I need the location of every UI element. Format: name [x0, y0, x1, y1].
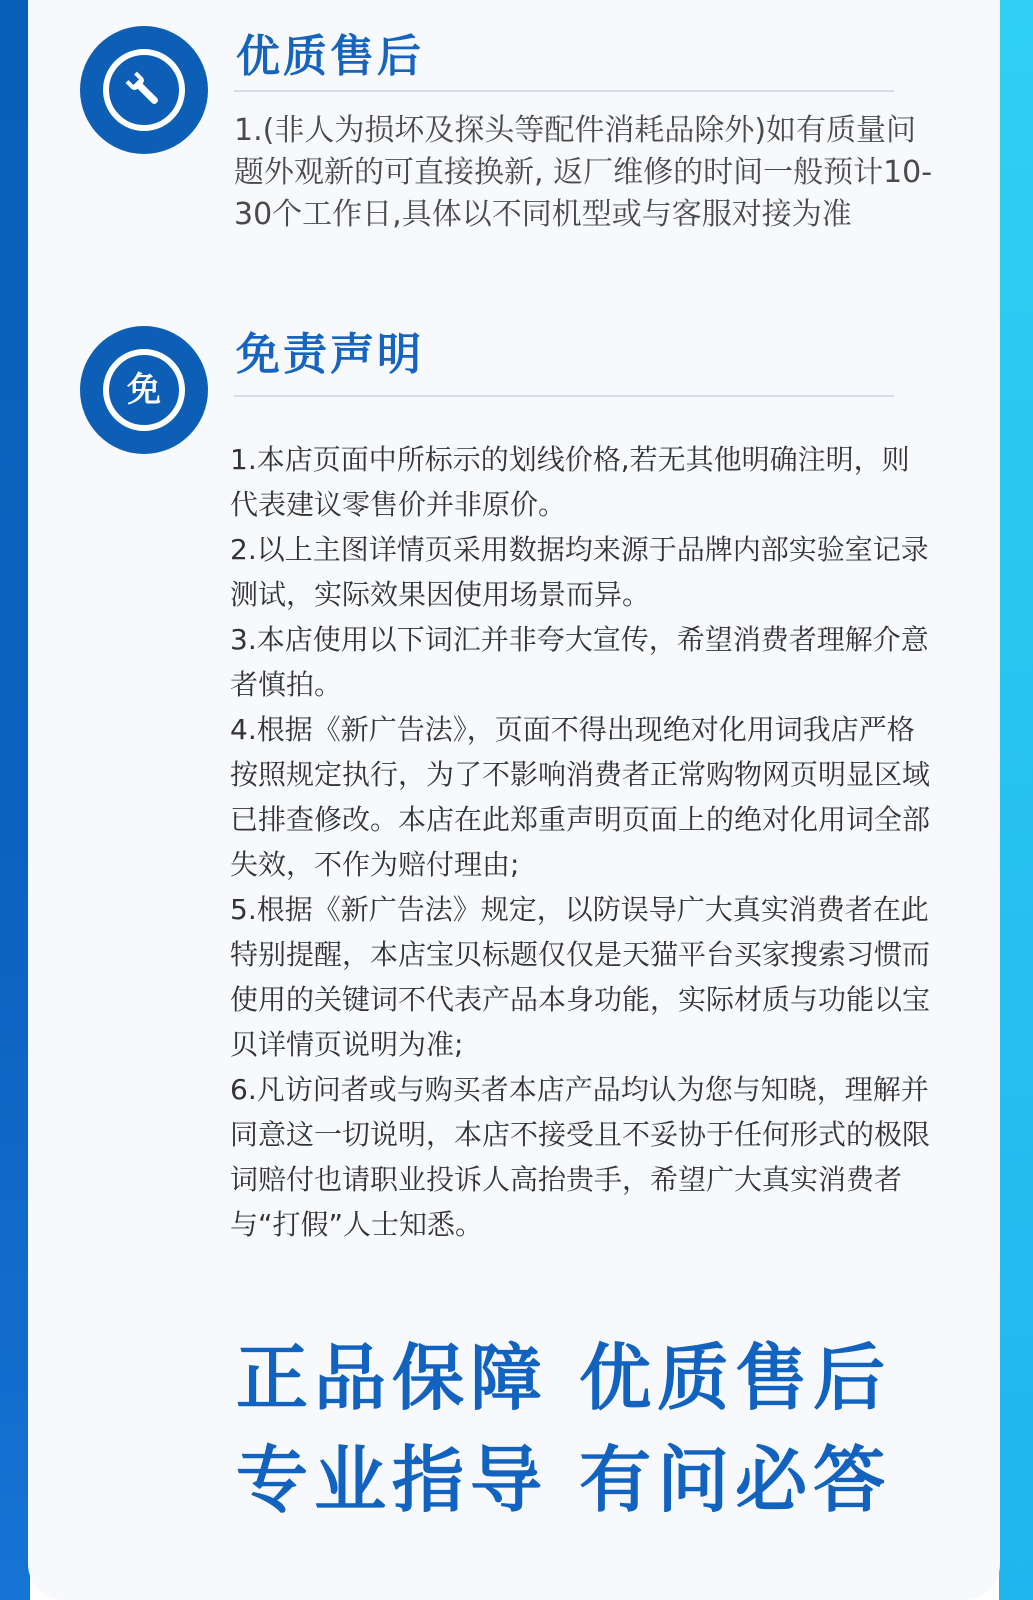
- wrench-icon: [103, 49, 185, 131]
- disclaimer-divider: [234, 395, 894, 397]
- disclaimer-item: 5.根据《新广告法》规定，以防误导广大真实消费者在此特别提醒，本店宝贝标题仅仅是天猫平台买家搜索习惯而使用的关键词不代表产品本身功能，实际材质与功能以宝贝详情页说明为准;: [230, 893, 931, 1061]
- service-divider: [234, 90, 894, 92]
- service-title: 优质售后: [236, 31, 424, 82]
- disclaimer-item: 3.本店使用以下词汇并非夸大宣传，希望消费者理解介意者慎拍。: [230, 623, 929, 701]
- disclaimer-item: 1.本店页面中所标示的划线价格,若无其他明确注明，则代表建议零售价并非原价。: [230, 443, 910, 521]
- disclaimer-item: 4.根据《新广告法》，页面不得出现绝对化用词我店严格按照规定执行，为了不影响消费者正常购物网页明显区域已排查修改。本店在此郑重声明页面上的绝对化用词全部失效，不作为赔付理由;: [230, 713, 931, 881]
- left-frame: [0, 0, 30, 1600]
- slogan-line-1: 正品保障 优质售后: [236, 1336, 892, 1420]
- disclaimer-icon: [103, 349, 185, 431]
- right-frame: [999, 0, 1033, 1600]
- disclaimer-list: [230, 437, 930, 1247]
- slogan-line-2: 专业指导 有问必答: [236, 1438, 892, 1522]
- disclaimer-item: 2.以上主图详情页采用数据均来源于品牌内部实验室记录测试，实际效果因使用场景而异。: [230, 533, 929, 611]
- disclaimer-title: 免责声明: [236, 329, 424, 380]
- service-badge: [80, 26, 208, 154]
- service-text: 1.(非人为损坏及探头等配件消耗品除外)如有质量问题外观新的可直接换新, 返厂维修的时间一般预计10-30个工作日,具体以不同机型或与客服对接为准: [234, 113, 933, 232]
- disclaimer-icon-char: 免: [127, 370, 161, 410]
- disclaimer-badge: [80, 326, 208, 454]
- disclaimer-item: 6.凡访问者或与购买者本店产品均认为您与知晓，理解并同意这一切说明，本店不接受且不妥协于任何形式的极限词赔付也请职业投诉人高抬贵手，希望广大真实消费者与“打假”人士知悉。: [230, 1073, 931, 1241]
